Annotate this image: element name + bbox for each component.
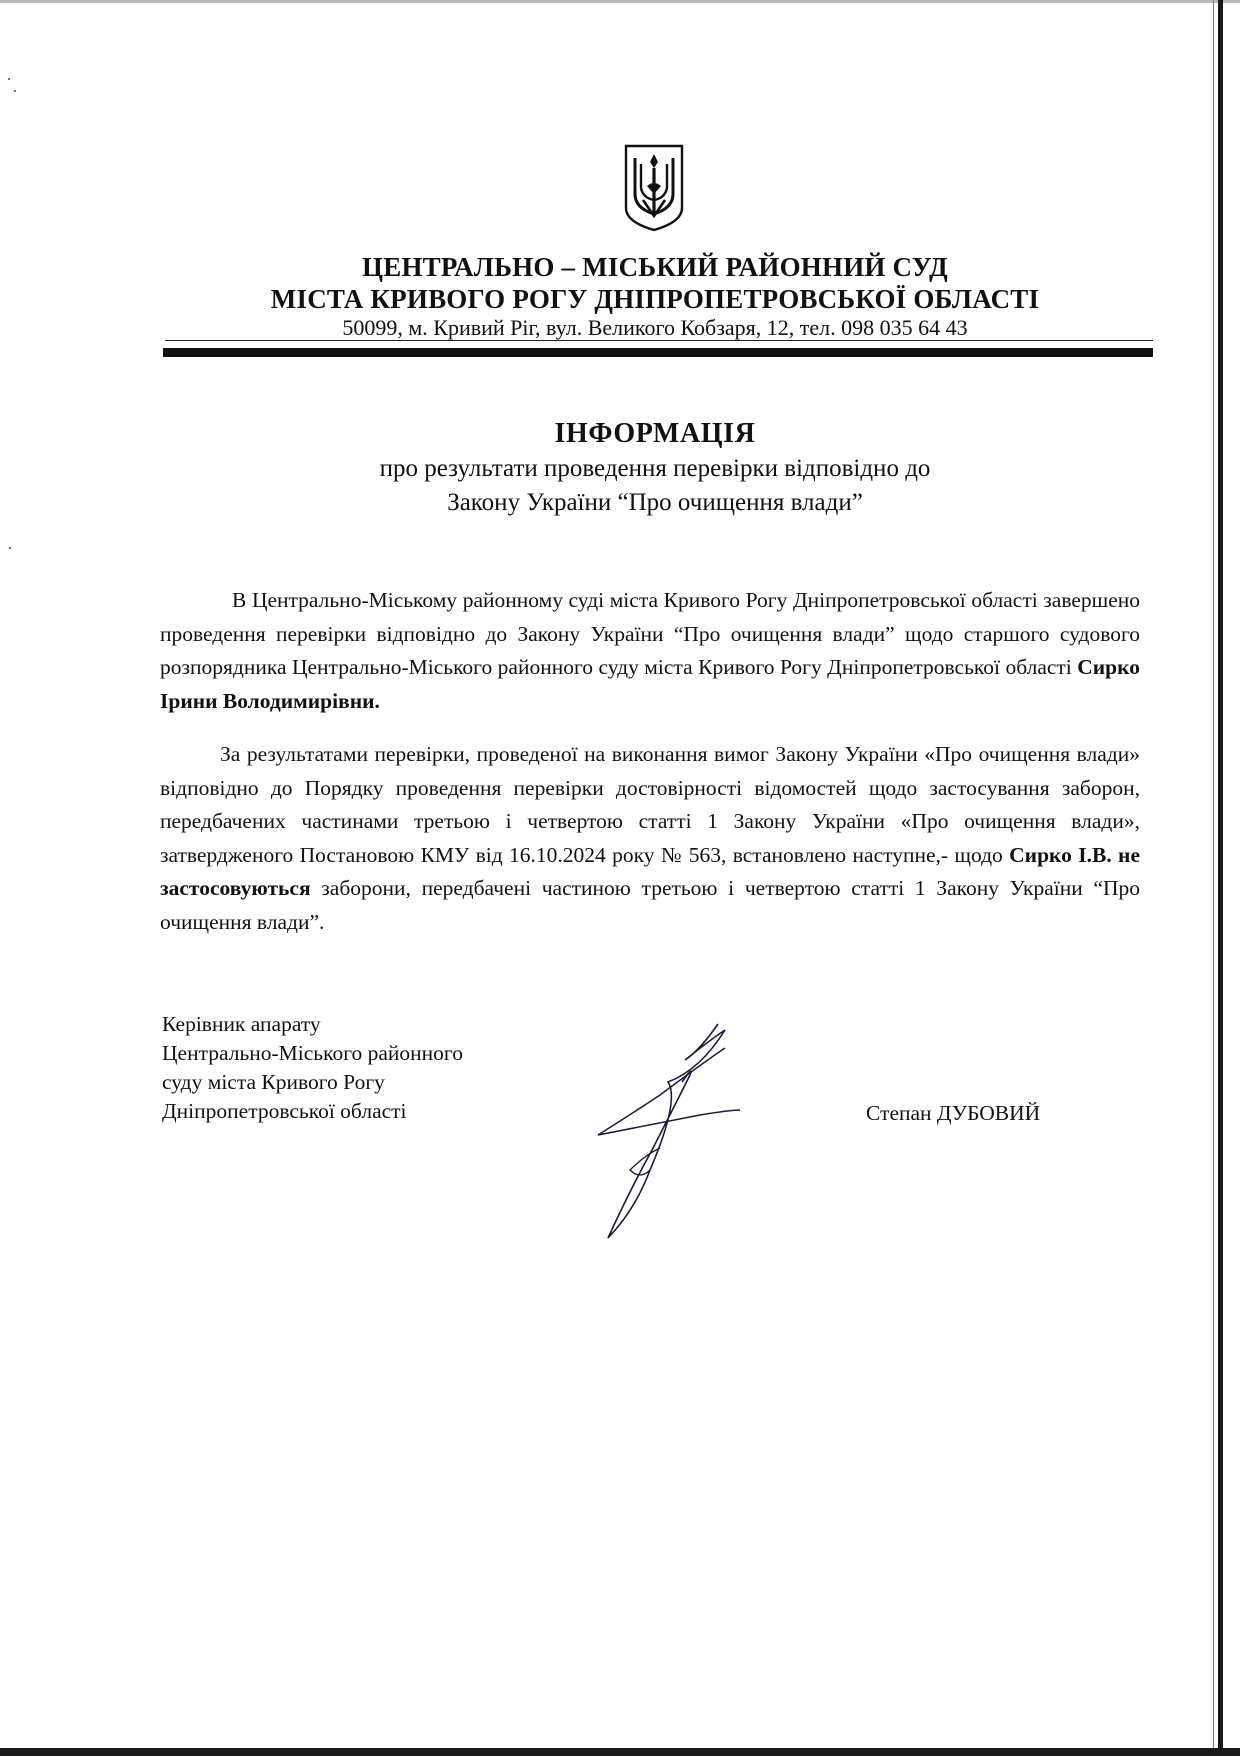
signer-position-line3: суду міста Кривого Рогу: [162, 1070, 385, 1094]
signer-position: [162, 1010, 463, 1126]
court-address: 50099, м. Кривий Ріг, вул. Великого Кобзаря, 12, тел. 098 035 64 43: [342, 315, 968, 340]
signer-position-line1: Керівник апарату: [162, 1012, 321, 1036]
header-rule-thick: [163, 348, 1153, 357]
court-name-line2: МІСТА КРИВОГО РОГУ ДНІПРОПЕТРОВСЬКОЇ ОБЛАСТІ: [270, 284, 1040, 314]
person-name: Сирко Ірини Володимирівни.: [160, 655, 1140, 713]
scan-edge-bottom: [0, 1748, 1240, 1756]
paragraph-1: [160, 584, 1140, 718]
scan-speck: [14, 90, 16, 92]
paragraph-2-text-b: заборони, передбачені частиною третьою і четвертою статті 1 Закону України “Про очищення влади”.: [160, 876, 1140, 934]
signer-name: Степан ДУБОВИЙ: [866, 1101, 1041, 1125]
document-subtitle-line1: про результати проведення перевірки відповідно до: [379, 455, 931, 482]
court-name-line1: ЦЕНТРАЛЬНО – МІСЬКИЙ РАЙОННИЙ СУД: [362, 252, 948, 282]
scan-edge-right-line: [1213, 0, 1214, 1756]
handwritten-signature: [590, 1020, 800, 1240]
paragraph-2-bold: Сирко І.В. не застосовуються: [160, 842, 1140, 900]
signer-position-line2: Центрально-Міського районного: [162, 1041, 463, 1065]
signer-position-line4: Дніпропетровської області: [162, 1099, 407, 1123]
coat-of-arms-trident-icon: [621, 142, 687, 232]
paragraph-2: [160, 738, 1140, 939]
scan-edge-right: [1218, 0, 1223, 1756]
paragraph-1-text: В Центрально-Міському районному суді міста Кривого Рогу Дніпропетровської області завершено проведення перевірки відповідно до Закону України “Про очищення влади” щодо старшого судового розпорядника Центрально-Міського районного суду міста Кривого Рогу Дніпропетровської області: [160, 588, 1140, 679]
scan-edge-top: [0, 0, 1240, 3]
scan-speck: [9, 547, 11, 549]
paragraph-2-text-a: За результатами перевірки, проведеної на виконання вимог Закону України «Про очищення влади» відповідно до Порядку проведення перевірки достовірності відомостей щодо застосування заборон, передбачених частинами третьою і четвертою статті 1 Закону України «Про очищення влади», затвердженого Постановою КМУ від 16.10.2024 року № 563, встановлено наступне,- щодо: [160, 742, 1140, 867]
document-title: ІНФОРМАЦІЯ: [554, 418, 756, 449]
header-rule-thin: [165, 340, 1153, 341]
document-subtitle-line2: Закону України “Про очищення влади”: [447, 489, 863, 516]
scan-speck: [8, 78, 10, 80]
